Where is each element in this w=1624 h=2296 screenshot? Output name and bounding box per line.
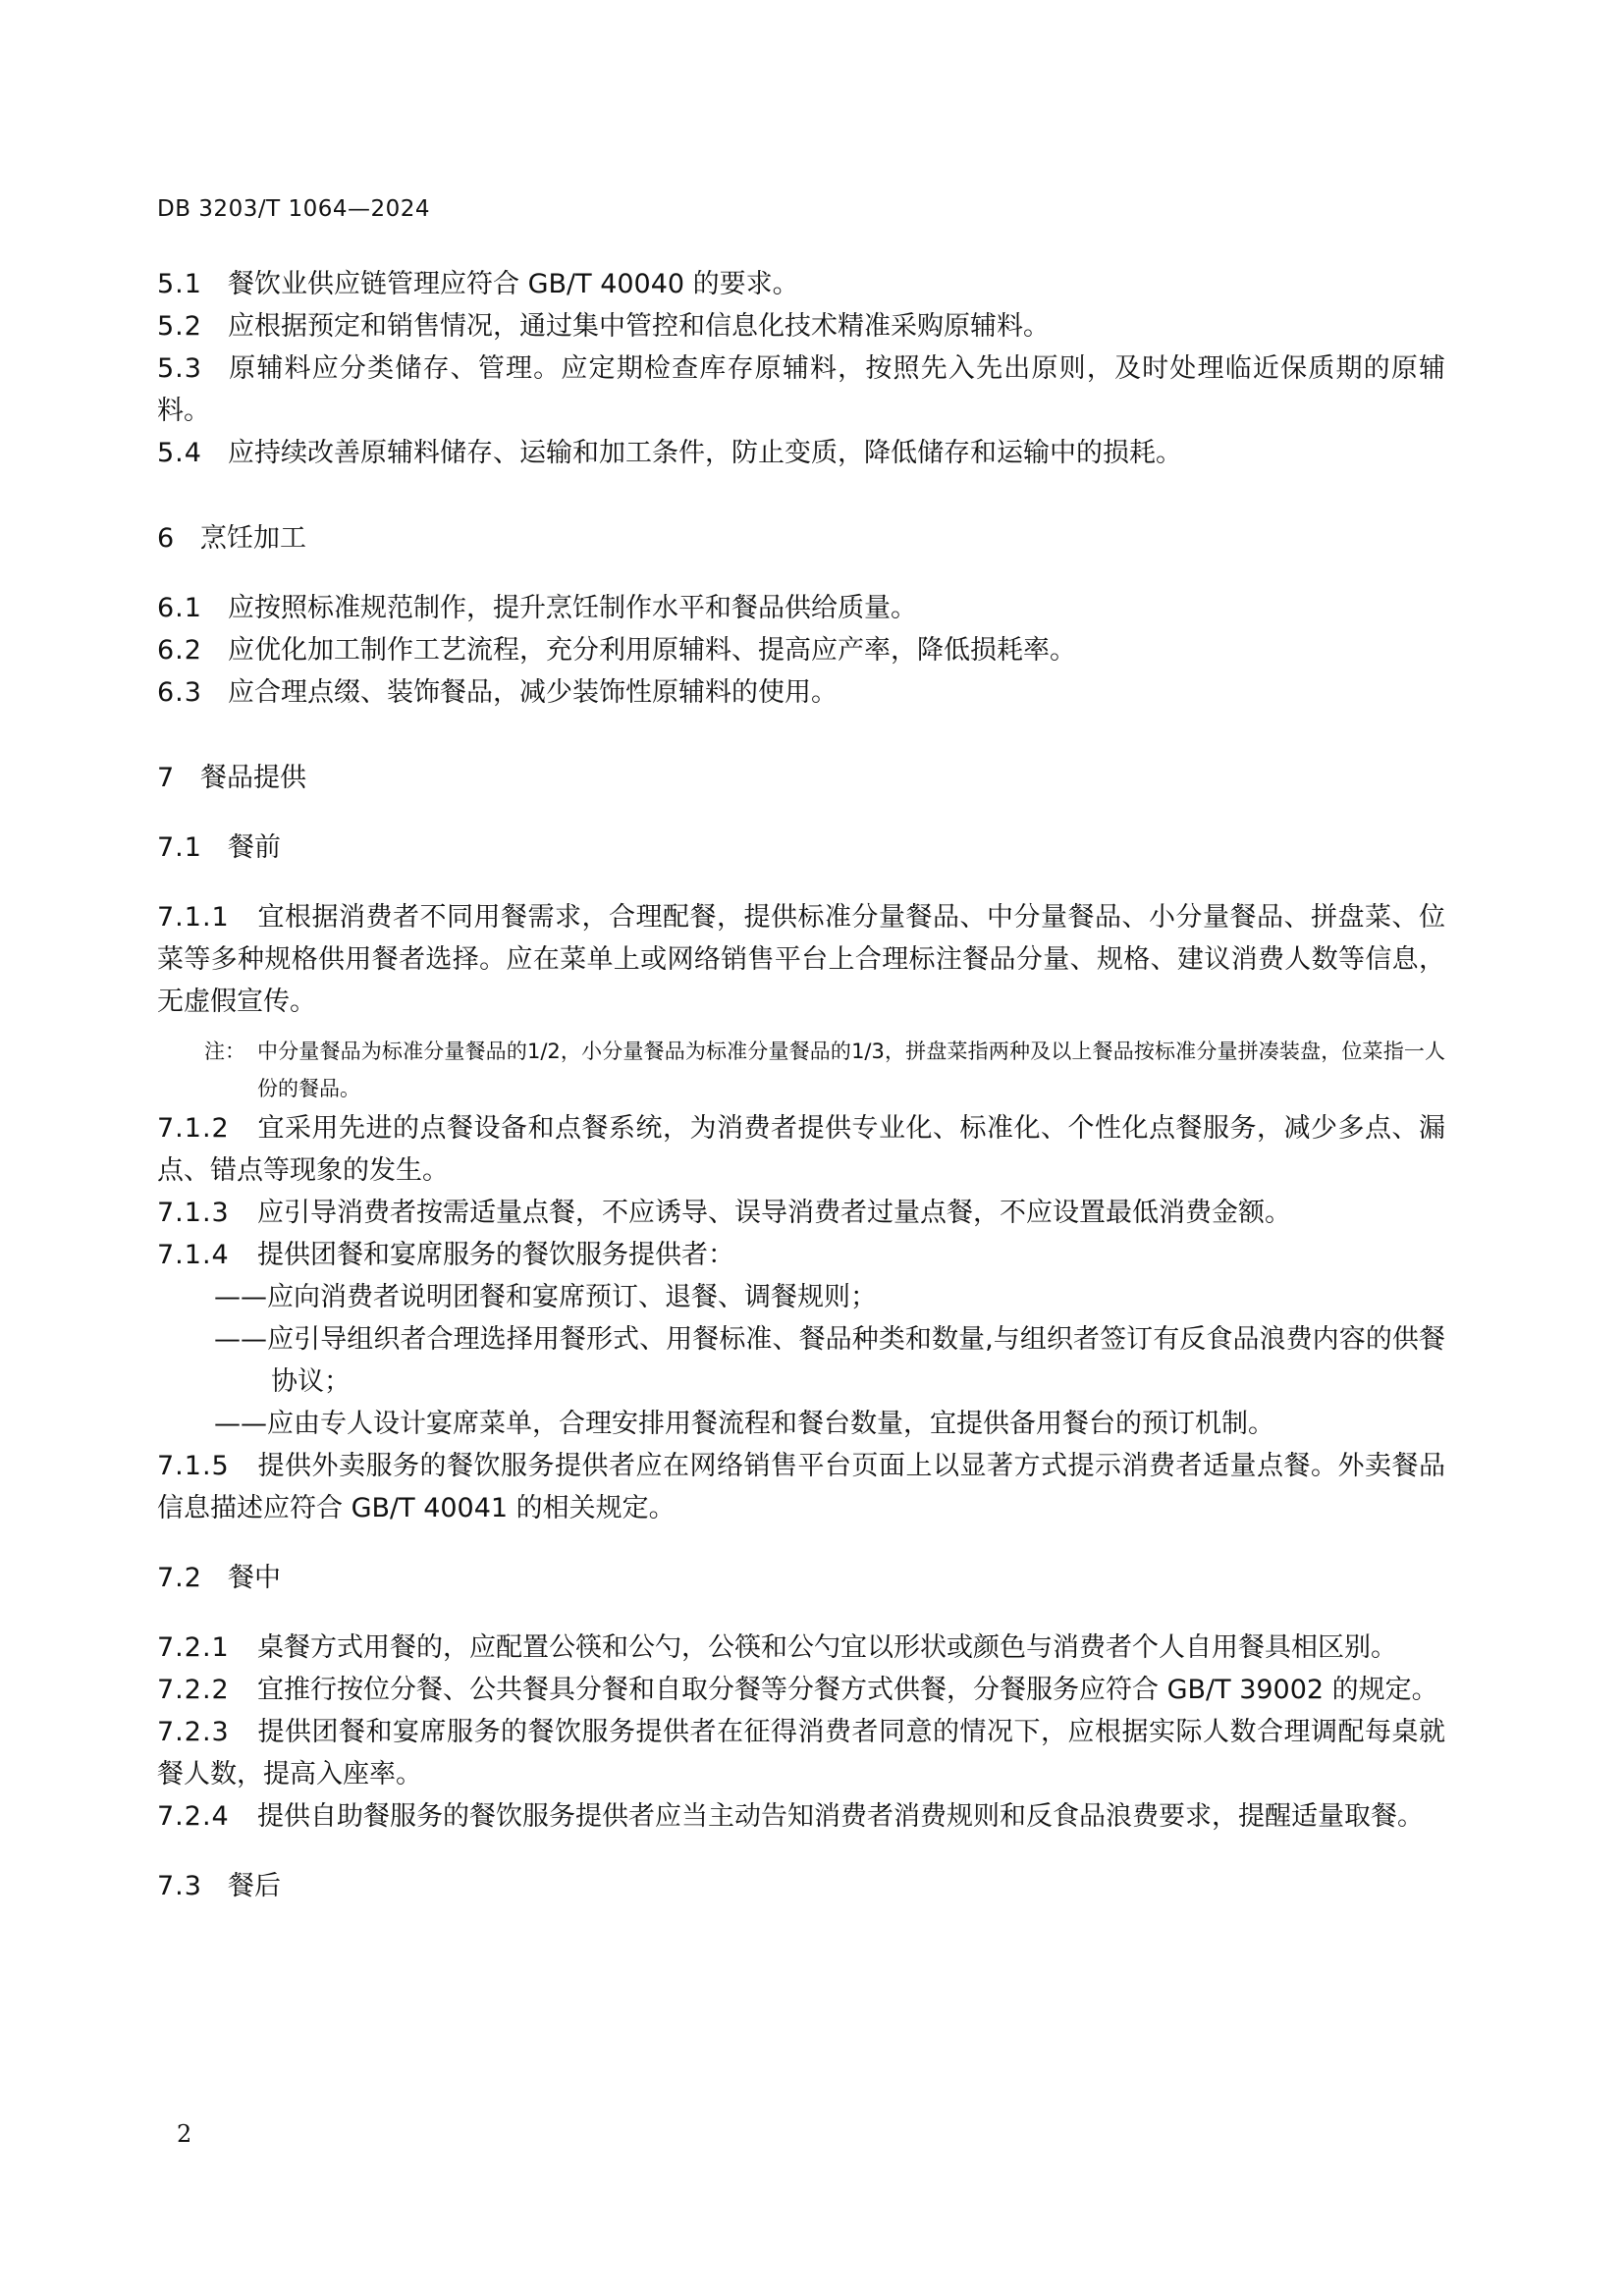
clause-number: 7.2.4 [157,1801,230,1832]
note-text: 中分量餐品为标准分量餐品的1/2，小分量餐品为标准分量餐品的1/3，拼盘菜指两种及以上餐品按标准分量拼凑装盘，位菜指一人份的餐品。 [257,1040,1445,1100]
clause-number: 5.3 [157,353,202,384]
section-number: 7.1 [157,832,202,863]
clause-number: 6.2 [157,635,202,666]
clause-text: 宜根据消费者不同用餐需求，合理配餐，提供标准分量餐品、中分量餐品、小分量餐品、拼盘菜、位菜等多种规格供用餐者选择。应在菜单上或网络销售平台上合理标注餐品分量、规格、建议消费人数等信息，无虚假宣传。 [157,902,1445,1017]
section-number: 6 [157,523,176,554]
section-7-3-heading [157,1865,1445,1907]
clause-number: 5.4 [157,438,202,468]
clause-7-1-2 [157,1107,1445,1192]
clause-6-1 [157,587,1445,629]
clause-text: 应优化加工制作工艺流程，充分利用原辅料、提高应产率，降低损耗率。 [228,635,1076,666]
clause-number: 6.1 [157,593,202,623]
clause-7-1-5 [157,1445,1445,1529]
section-title: 餐前 [228,832,281,863]
page-number: 2 [177,2120,192,2148]
section-7-heading [157,757,1445,799]
clause-text: 桌餐方式用餐的，应配置公筷和公勺，公筷和公勺宜以形状或颜色与消费者个人自用餐具相区别。 [257,1632,1397,1663]
section-title: 烹饪加工 [200,523,306,554]
clause-number: 7.1.3 [157,1198,230,1228]
section-number: 7 [157,763,176,793]
dash-list-item: ——应由专人设计宴席菜单，合理安排用餐流程和餐台数量，宜提供备用餐台的预订机制。 [214,1409,1274,1439]
clause-text: 应合理点缀、装饰餐品，减少装饰性原辅料的使用。 [228,677,838,708]
section-7-1-heading [157,827,1445,869]
clause-text: 应引导消费者按需适量点餐，不应诱导、误导消费者过量点餐，不应设置最低消费金额。 [257,1198,1291,1228]
section-title: 餐中 [228,1563,281,1593]
clause-7-2-1 [157,1627,1445,1669]
clause-5-4 [157,432,1445,474]
clause-text: 应按照标准规范制作，提升烹饪制作水平和餐品供给质量。 [228,593,917,623]
clause-number: 7.2.1 [157,1632,230,1663]
section-7-2-heading [157,1557,1445,1599]
section-title: 餐后 [228,1871,281,1901]
clause-text: 宜采用先进的点餐设备和点餐系统，为消费者提供专业化、标准化、个性化点餐服务，减少多点、漏点、错点等现象的发生。 [157,1113,1445,1186]
clause-5-1 [157,263,1445,305]
clause-number: 5.1 [157,269,202,299]
clause-number: 7.2.2 [157,1675,230,1705]
clause-text: 提供团餐和宴席服务的餐饮服务提供者： [257,1240,734,1270]
clause-7-2-2 [157,1669,1445,1711]
dash-list-item: ——应向消费者说明团餐和宴席预订、退餐、调餐规则； [214,1282,877,1312]
clause-7-1-3 [157,1192,1445,1234]
section-6-heading [157,517,1445,560]
clause-number: 6.3 [157,677,202,708]
clause-number: 7.1.5 [157,1451,230,1481]
clause-5-2 [157,305,1445,347]
note-label: 注： [204,1040,245,1063]
note [204,1033,1445,1107]
clause-text: 提供团餐和宴席服务的餐饮服务提供者在征得消费者同意的情况下，应根据实际人数合理调配每桌就餐人数，提高入座率。 [157,1717,1445,1789]
dash-list-item: ——应引导组织者合理选择用餐形式、用餐标准、餐品种类和数量,与组织者签订有反食品浪费内容的供餐协议； [214,1324,1445,1397]
clause-7-1-1 [157,896,1445,1023]
clause-number: 7.1.4 [157,1240,230,1270]
clause-6-3 [157,671,1445,714]
section-number: 7.3 [157,1871,202,1901]
clause-number: 5.2 [157,311,202,342]
clause-text: 原辅料应分类储存、管理。应定期检查库存原辅料，按照先入先出原则，及时处理临近保质期的原辅料。 [157,353,1445,426]
clause-7-2-4 [157,1795,1445,1838]
clause-5-3 [157,347,1445,432]
page-content [157,263,1445,1907]
clause-6-2 [157,629,1445,671]
clause-text: 提供自助餐服务的餐饮服务提供者应当主动告知消费者消费规则和反食品浪费要求，提醒适量取餐。 [257,1801,1424,1832]
section-title: 餐品提供 [200,763,306,793]
clause-text: 餐饮业供应链管理应符合 GB/T 40040 的要求。 [228,269,799,299]
section-number: 7.2 [157,1563,202,1593]
clause-7-2-3 [157,1711,1445,1795]
clause-text: 应持续改善原辅料储存、运输和加工条件，防止变质，降低储存和运输中的损耗。 [228,438,1182,468]
document-code: DB 3203/T 1064—2024 [157,196,431,222]
clause-7-1-4 [157,1234,1445,1276]
clause-number: 7.2.3 [157,1717,230,1747]
clause-number: 7.1.1 [157,902,230,933]
clause-text: 应根据预定和销售情况，通过集中管控和信息化技术精准采购原辅料。 [228,311,1050,342]
clause-text: 提供外卖服务的餐饮服务提供者应在网络销售平台页面上以显著方式提示消费者适量点餐。外卖餐品信息描述应符合 GB/T 40041 的相关规定。 [157,1451,1445,1523]
clause-number: 7.1.2 [157,1113,230,1144]
clause-text: 宜推行按位分餐、公共餐具分餐和自取分餐等分餐方式供餐，分餐服务应符合 GB/T 39002 的规定。 [257,1675,1438,1705]
